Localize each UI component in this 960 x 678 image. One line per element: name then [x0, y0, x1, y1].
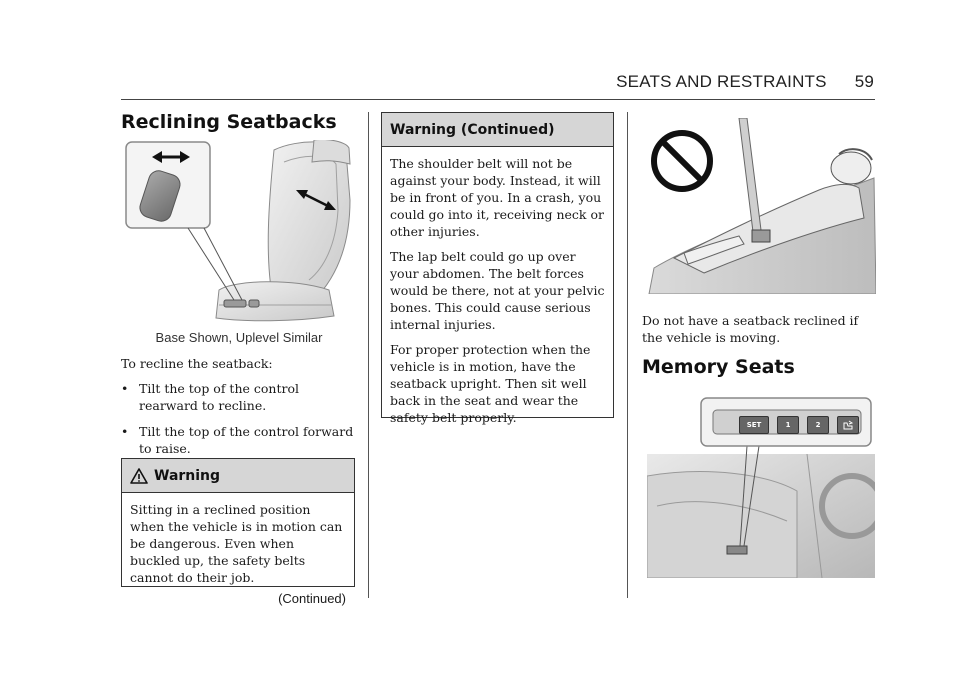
intro-text: To recline the seatback: [121, 356, 273, 371]
memory-seats-illustration [647, 396, 875, 578]
memory-switch-location [727, 546, 747, 554]
warning-header [122, 459, 354, 493]
header-rule [121, 99, 875, 100]
warning-body [122, 493, 354, 613]
figure-caption: Base Shown, Uplevel Similar [155, 330, 323, 345]
column-divider-2 [627, 112, 628, 598]
warning-paragraph: For proper protection when the vehicle is in motion, have the seatback upright. Then sit well back in the seat and wear the safety belt properly. [390, 342, 591, 425]
memory-1-button: 1 [777, 416, 799, 434]
seat-exit-icon [837, 416, 859, 434]
prohibition-icon [654, 133, 710, 189]
reclined-passenger-illustration [644, 118, 876, 294]
warning-header: Warning (Continued) [382, 113, 613, 147]
warning-title: Warning [154, 467, 221, 484]
memory-2-button: 2 [807, 416, 829, 434]
continued-label: (Continued) [278, 591, 346, 606]
warning-body [382, 147, 613, 440]
running-header [616, 72, 874, 92]
warning-triangle-icon [130, 468, 148, 484]
section-title: SEATS AND RESTRAINTS [616, 72, 827, 91]
bullet-glyph: • [121, 381, 129, 396]
column-divider-1 [368, 112, 369, 598]
heading-memory-seats: Memory Seats [642, 356, 795, 378]
memory-set-button: SET [739, 416, 769, 434]
memory-button-row [739, 416, 859, 432]
warning-paragraph: The shoulder belt will not be against your body. Instead, it will be in front of you. In a crash, you could go into it, receiving neck or other injuries. [390, 156, 604, 239]
list-item: • Tilt the top of the control rearward to recline. [121, 381, 299, 413]
warning-box-continued [381, 112, 614, 425]
seat-recline-illustration [124, 140, 354, 323]
col3-note: Do not have a seatback reclined if the vehicle is moving. [642, 313, 859, 345]
warning-text: Sitting in a reclined position when the vehicle is in motion can be dangerous. Even when buckled up, the safety belts cannot do their job. [130, 502, 343, 585]
page-number: 59 [854, 72, 874, 91]
list-item: • Tilt the top of the control forward to raise. [121, 424, 354, 456]
bullet-list [121, 380, 356, 457]
warning-box [121, 458, 355, 606]
heading-reclining-seatbacks: Reclining Seatbacks [121, 111, 337, 133]
bullet-glyph: • [121, 424, 129, 439]
warning-paragraph: The lap belt could go up over your abdomen. The belt forces would be there, not at your pelvic bones. This could cause serious internal injuries. [390, 249, 605, 332]
col1-body [121, 355, 356, 466]
